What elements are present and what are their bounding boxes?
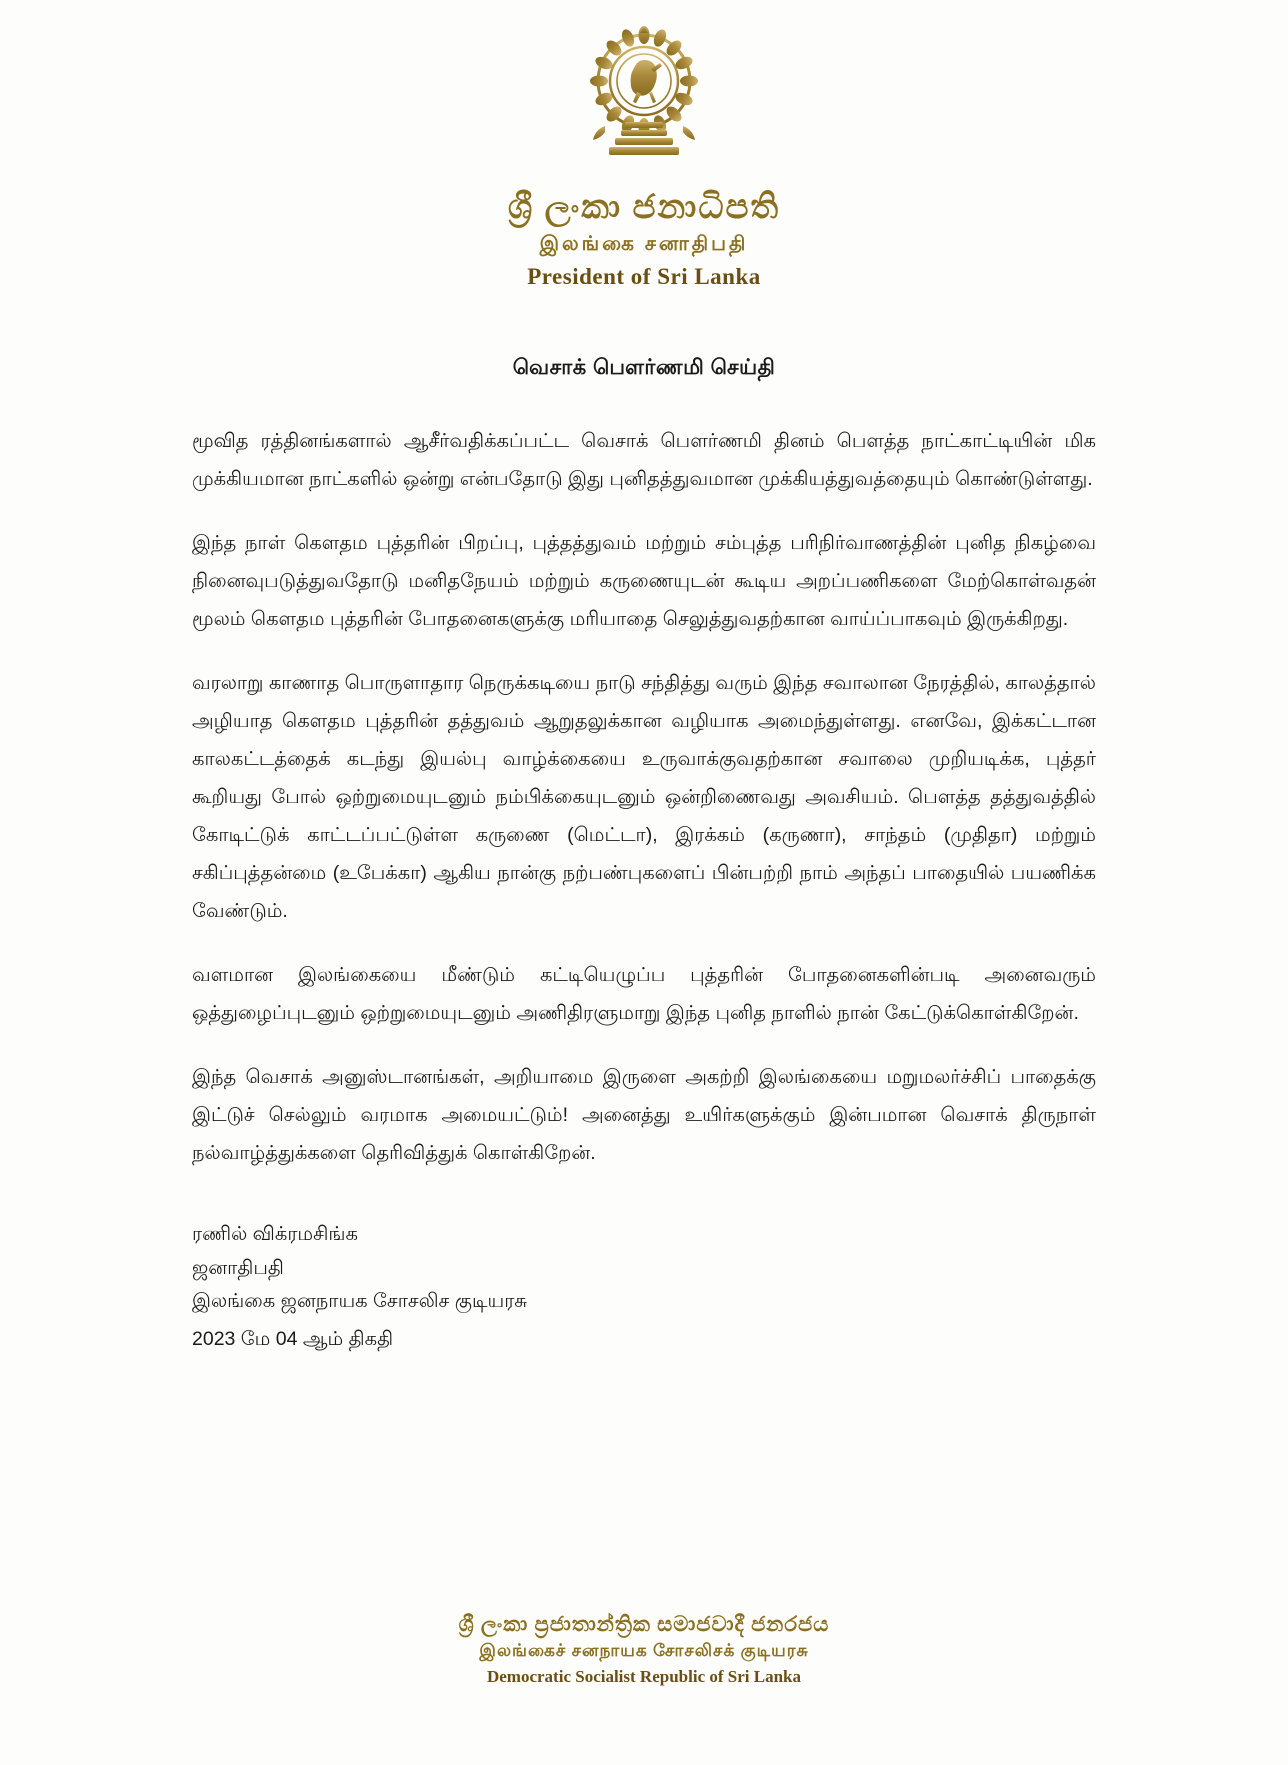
- letterhead-sinhala: ශ්‍රී ලංකා ජනාධිපති: [507, 189, 781, 226]
- page-title: வெசாக் பௌர்ணமி செய்தி: [512, 356, 776, 380]
- emblem-container: [0, 0, 1288, 176]
- signatory-designation: ஜனாதிபதி: [192, 1256, 284, 1279]
- paragraph: இந்த நாள் கௌதம புத்தரின் பிறப்பு, புத்தத்துவம் மற்றும் சம்புத்த பரிநிர்வாணத்தின் புனித நிகழ்வை நினைவுபடுத்துவதோடு மனிதநேயம் மற்றும் கருணையுடன் கூடிய அறப்பணிகளை மேற்கொள்வதன் மூலம் கௌதம புத்தரின் போதனைகளுக்கு மரியாதை செலுத்துவதற்கான வாய்ப்பாகவும் இருக்கிறது.: [192, 532, 1096, 631]
- letterhead: [0, 188, 1288, 290]
- paragraph: வளமான இலங்கையை மீண்டும் கட்டியெழுப்ப புத்தரின் போதனைகளின்படி அனைவரும் ஒத்துழைப்புடனும் ஒற்றுமையுடனும் அணிதிரளுமாறு இந்த புனித நாளில் நான் கேட்டுக்கொள்கிறேன்.: [192, 964, 1096, 1025]
- letterhead-tamil: இலங்கை சனாதிபதி: [539, 233, 749, 256]
- footer-tamil: இலங்கைச் சனநாயக சோசலிசக் குடியரசு: [479, 1641, 809, 1660]
- signatory-country: இலங்கை ஜனநாயக சோசலிச குடியரசு: [192, 1290, 528, 1313]
- letterhead-english: President of Sri Lanka: [527, 264, 761, 290]
- footer-sinhala: ශ්‍රී ලංකා ප්‍රජාතාන්ත්‍රික සමාජවාදී ජනරජය: [458, 1612, 830, 1636]
- sri-lanka-national-emblem-icon: [579, 26, 709, 176]
- footer-english: Democratic Socialist Republic of Sri Lanka: [486, 1667, 801, 1686]
- paragraph: இந்த வெசாக் அனுஸ்டானங்கள், அறியாமை இருளை அகற்றி இலங்கையை மறுமலர்ச்சிப் பாதைக்கு இட்டுச் செல்லும் வரமாக அமையட்டும்! அனைத்து உயிர்களுக்கும் இன்பமான வெசாக் திருநாள் நல்வாழ்த்துக்களை தெரிவித்துக் கொள்கிறேன்.: [192, 1066, 1096, 1165]
- signature-date: 2023 மே 04 ஆம் திகதி: [192, 1327, 394, 1350]
- signature-block: [192, 1218, 1096, 1356]
- footer: [0, 1612, 1288, 1687]
- document-body: [192, 422, 1096, 1172]
- signatory-name: ரணில் விக்ரமசிங்க: [192, 1223, 358, 1246]
- paragraph: வரலாறு காணாத பொருளாதார நெருக்கடியை நாடு சந்தித்து வரும் இந்த சவாலான நேரத்தில், காலத்தால் அழியாத கௌதம புத்தரின் தத்துவம் ஆறுதலுக்கான வழியாக அமைந்துள்ளது. எனவே, இக்கட்டான காலகட்டத்தைக் கடந்து இயல்பு வாழ்க்கையை உருவாக்குவதற்கான சவாலை முறியடிக்க, புத்தர் கூறியது போல் ஒற்றுமையுடனும் நம்பிக்கையுடனும் ஒன்றிணைவது அவசியம். பௌத்த தத்துவத்தில் கோடிட்டுக் காட்டப்பட்டுள்ள கருணை (மெட்டா), இரக்கம் (கருணா), சாந்தம் (முதிதா) மற்றும் சகிப்புத்தன்மை (உபேக்கா) ஆகிய நான்கு நற்பண்புகளைப் பின்பற்றி நாம் அந்தப் பாதையில் பயணிக்க வேண்டும்.: [192, 672, 1096, 923]
- paragraph: மூவித ரத்தினங்களால் ஆசீர்வதிக்கப்பட்ட வெசாக் பௌர்ணமி தினம் பௌத்த நாட்காட்டியின் மிக முக்கியமான நாட்களில் ஒன்று என்பதோடு இது புனிதத்துவமான முக்கியத்துவத்தையும் கொண்டுள்ளது.: [192, 430, 1096, 491]
